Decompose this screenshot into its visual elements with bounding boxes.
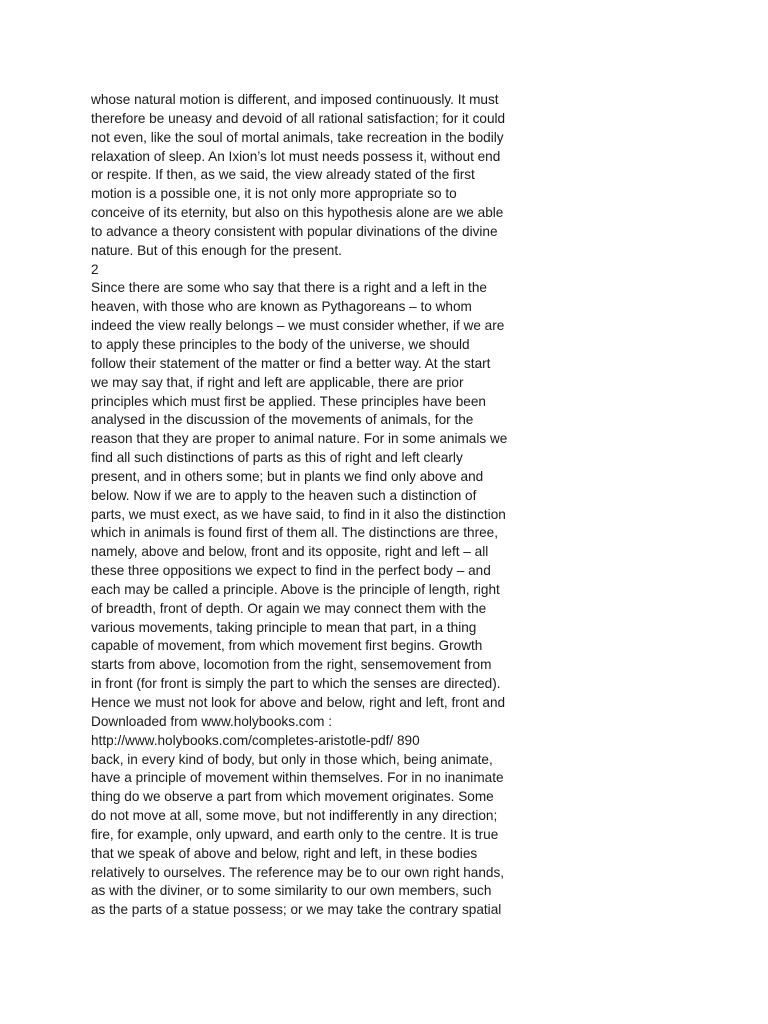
text-line: analysed in the discussion of the movements of animals, for the	[91, 412, 474, 428]
text-line: therefore be uneasy and devoid of all rational satisfaction; for it could	[91, 110, 506, 126]
text-line: principles which must first be applied. These principles have been	[91, 393, 486, 409]
body-text	[91, 91, 521, 920]
text-line: have a principle of movement within themselves. For in no inanimate	[91, 770, 504, 786]
text-line: do not move at all, some move, but not indifferently in any direction;	[91, 808, 498, 824]
section-number: 2	[91, 261, 99, 277]
text-line: that we speak of above and below, right and left, in these bodies	[91, 845, 478, 861]
text-line: of breadth, front of depth. Or again we may connect them with the	[91, 600, 487, 616]
text-line: which in animals is found first of them all. The distinctions are three,	[91, 525, 498, 541]
text-line: back, in every kind of body, but only in those which, being animate,	[91, 751, 493, 767]
source-url-page-number: http://www.holybooks.com/completes-aristotle-pdf/ 890	[91, 732, 420, 748]
text-line: Since there are some who say that there is a right and a left in the	[91, 280, 487, 296]
text-line: each may be called a principle. Above is the principle of length, right	[91, 581, 500, 597]
text-line: relatively to ourselves. The reference may be to our own right hands,	[91, 864, 505, 880]
text-line: as the parts of a statue possess; or we may take the contrary spatial	[91, 902, 502, 918]
text-line: these three oppositions we expect to find in the perfect body – and	[91, 563, 491, 579]
text-line: to apply these principles to the body of the universe, we should	[91, 336, 470, 352]
text-line: relaxation of sleep. An Ixion’s lot must needs possess it, without end	[91, 148, 501, 164]
text-line: as with the diviner, or to some similarity to our own members, such	[91, 883, 492, 899]
text-line: below. Now if we are to apply to the heaven such a distinction of	[91, 487, 477, 503]
text-line: to advance a theory consistent with popular divinations of the divine	[91, 223, 498, 239]
text-line: whose natural motion is different, and imposed continuously. It must	[91, 92, 499, 107]
text-line: follow their statement of the matter or find a better way. At the start	[91, 355, 491, 371]
text-line: reason that they are proper to animal nature. For in some animals we	[91, 431, 508, 447]
text-line: not even, like the soul of mortal animals, take recreation in the bodily	[91, 129, 504, 145]
text-line: thing do we observe a part from which movement originates. Some	[91, 789, 494, 805]
download-source-line: Downloaded from www.holybooks.com :	[91, 713, 333, 729]
text-line: we may say that, if right and left are applicable, there are prior	[91, 374, 464, 390]
text-line: indeed the view really belongs – we must consider whether, if we are	[91, 318, 505, 334]
text-line: starts from above, locomotion from the right, sensemovement from	[91, 657, 492, 673]
text-line: find all such distinctions of parts as this of right and left clearly	[91, 450, 463, 466]
text-line: motion is a possible one, it is not only more appropriate so to	[91, 186, 457, 202]
text-line: conceive of its eternity, but also on this hypothesis alone are we able	[91, 205, 504, 221]
text-line: or respite. If then, as we said, the view already stated of the first	[91, 167, 475, 183]
text-line: Hence we must not look for above and below, right and left, front and	[91, 695, 506, 710]
text-line: present, and in others some; but in plants we find only above and	[91, 468, 484, 484]
text-line: in front (for front is simply the part to which the senses are directed).	[91, 676, 501, 692]
text-line: various movements, taking principle to mean that part, in a thing	[91, 619, 477, 635]
text-line: nature. But of this enough for the present.	[91, 242, 342, 258]
text-line: namely, above and below, front and its opposite, right and left – all	[91, 544, 489, 560]
text-line: capable of movement, from which movement first begins. Growth	[91, 638, 483, 654]
text-line: heaven, with those who are known as Pythagoreans – to whom	[91, 299, 472, 315]
text-line: parts, we must exect, as we have said, to find in it also the distinction	[91, 506, 506, 522]
text-line: fire, for example, only upward, and earth only to the centre. It is true	[91, 826, 499, 842]
